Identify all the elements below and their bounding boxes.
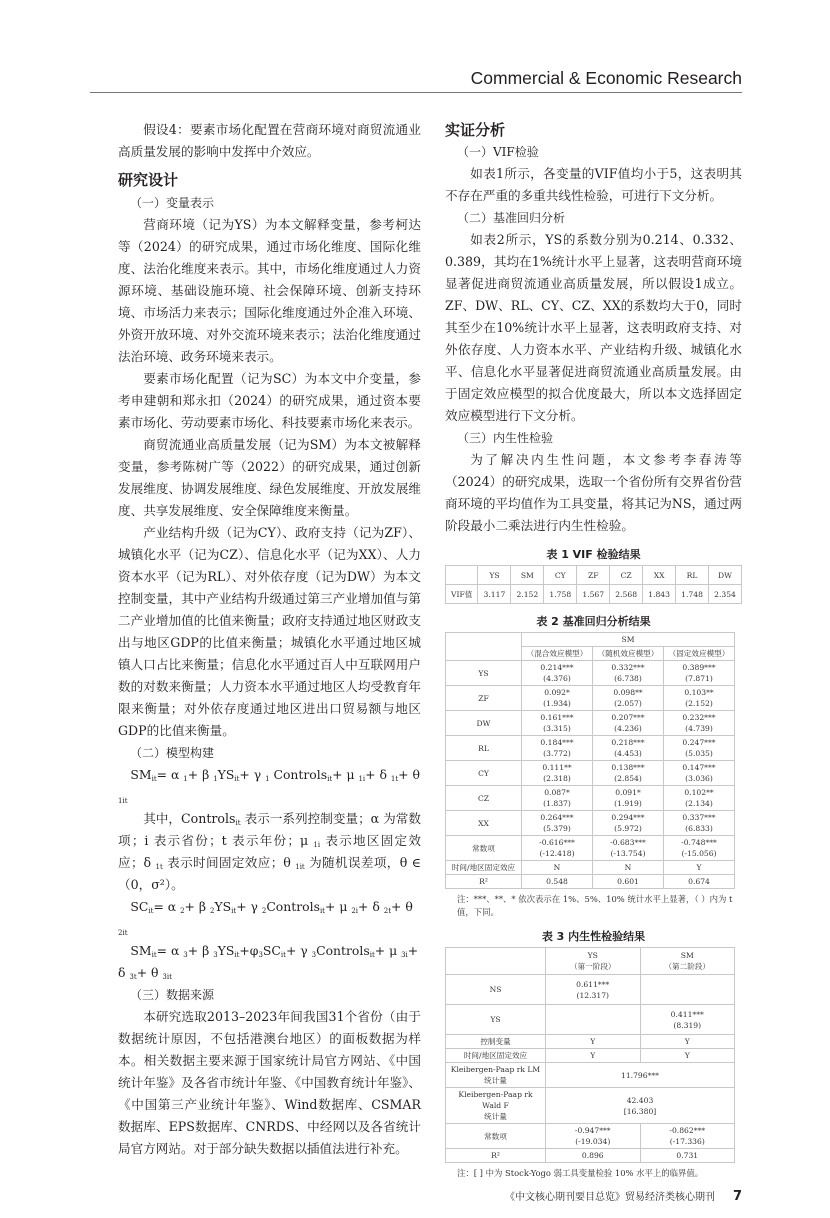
table-cell: 0.087* (1.837) [522,786,593,811]
table-cell: Y [546,1035,641,1049]
table-cell: 1.748 [676,585,709,604]
row-label: CZ [446,786,522,811]
row-label: YS [446,661,522,686]
table-cell: Y [664,861,735,875]
table-cell: 0.264*** (5.379) [522,811,593,836]
subheading-vif: （一）VIF检验 [457,145,539,159]
column-header: CY [544,566,577,585]
table-cell: 1.758 [544,585,577,604]
table-cell: 0.103** (2.152) [664,686,735,711]
table-cell: 0.294*** (5.972) [593,811,664,836]
table-cell: 11.796*** [546,1063,735,1088]
column-header: YS （第一阶段） [546,948,641,975]
paragraph-data: 本研究选取2013–2023年间我国31个省份（由于数据统计原因，不包括港澳台地区）的面板数据为样本。相关数据主要来源于国家统计局官方网站、《中国统计年鉴》及各省市统计年鉴、《中国教育统计年鉴》、《中国第三产业统计年鉴》、Wind数据库、CSMAR数据库、EPS数据库、CNRDS、中经网以及各省统计局官方网站。对于部分缺失数据以插值法进行补充。 [118,1009,421,1156]
table2-caption: 表 2 基准回归分析结果 [536,615,651,628]
table-baseline-regression [445,632,735,889]
table3-caption: 表 3 内生性检验结果 [541,930,646,943]
row-label: CY [446,761,522,786]
column-header: CZ [610,566,643,585]
table-endogeneity [445,947,735,1163]
table-cell: -0.748*** (-15.056) [664,836,735,861]
table-cell: 2.354 [709,585,742,604]
table-cell [446,633,522,661]
table-cell: 0.147*** (3.036) [664,761,735,786]
formula-1: $SM_{it}= \alpha$ $_1$+ β $_1YS_{it}+ \gamma$ $_1$ Controls$_{it}$+ μ $_{1i}$+ δ $_{1t}$+ θ $_{1it}$ [118,767,420,805]
table-cell: 42.403 [16.380] [546,1088,735,1124]
table-row [446,1088,735,1124]
table-cell: Y [546,1049,641,1063]
table-row [446,585,742,604]
row-label: 控制变量 [446,1035,546,1049]
header-divider [90,92,742,93]
column-header [446,566,478,585]
formula-2: $SC_{it}= \alpha$ $_2$+ β $_2YS_{it}+ \gamma$ $_2$Controls$_{it}$+ μ $_{2i}$+ δ $_{2t}$+ θ $_{2it}$ [118,899,413,937]
table-cell: 0.548 [522,875,593,889]
table-row [446,1035,735,1049]
row-label: Kleibergen-Paap rk Wald F 统计量 [446,1088,546,1124]
row-label: R² [446,875,522,889]
section-heading-empirical: 实证分析 [445,121,506,139]
table-cell: 0.389*** (7.871) [664,661,735,686]
table-cell: 0.674 [664,875,735,889]
table-cell: 0.601 [593,875,664,889]
table-cell: VIF值 [446,585,478,604]
row-label: 常数项 [446,1124,546,1149]
table-cell: -0.616*** (-12.418) [522,836,593,861]
table-cell: 0.138*** (2.854) [593,761,664,786]
table-cell [640,975,735,1005]
table-cell: 0.098** (2.057) [593,686,664,711]
table-cell: 0.161*** (3.315) [522,711,593,736]
table-cell: Y [640,1049,735,1063]
subheading-variables: （一）变量表示 [130,196,215,210]
table-cell: N [522,861,593,875]
paragraph-endogeneity: 为了解决内生性问题，本文参考李春涛等（2024）的研究成果，选取一个省份所有交界省份营商环境的平均值作为工具变量，将其记为NS，通过两阶段最小二乘法进行内生性检验。 [445,452,742,533]
row-label: XX [446,811,522,836]
paragraph-controls: 产业结构升级（记为CY）、政府支持（记为ZF）、城镇化水平（记为CZ）、信息化水平（记为XX）、人力资本水平（记为RL）、对外依存度（记为DW）为本文控制变量，其中产业结构升级通过第三产业增加值与第二产业增加值的比值来衡量；政府支持通过地区财政支出与地区GDP的比值来衡量；城镇化水平通过地区城镇人口占比来衡量；信息化水平通过百人中互联网用户数的对数来衡量；人力资本水平通过地区人均受教育年限来衡量；对外依存度通过地区进出口贸易额与地区GDP的比值来衡量。 [118,525,421,738]
table-cell: 0.218*** (4.453) [593,736,664,761]
subheading-model: （二）模型构建 [130,746,215,760]
section-heading-design: 研究设计 [118,171,179,189]
table-row [446,861,735,875]
table-row [446,661,735,686]
row-label: NS [446,975,546,1005]
table-header-row [446,633,735,647]
column-header: XX [643,566,676,585]
journal-header: Commercial & Economic Research [470,68,742,88]
column-header: YS [478,566,511,585]
model-header: （随机效应模型） [593,647,664,661]
table-cell: 1.567 [577,585,610,604]
table-cell: 0.092* (1.934) [522,686,593,711]
row-label: ZF [446,686,522,711]
row-label: 时间/地区固定效应 [446,1049,546,1063]
right-column [445,119,742,1180]
table-cell: 2.152 [511,585,544,604]
row-label: R² [446,1149,546,1163]
row-label: YS [446,1005,546,1035]
table-row [446,686,735,711]
table1-caption: 表 1 VIF 检验结果 [546,548,641,561]
table-cell: 2.568 [610,585,643,604]
page-number: 7 [732,1189,742,1204]
table-cell: 0.411*** (8.319) [640,1005,735,1035]
paragraph-where: 其中，Controls$_{it}$ 表示一系列控制变量；α 为常数项；i 表示省份；t 表示年份；μ $_{1i}$ 表示地区固定效应；δ $_{1t}$ 表示时间固定效应；θ $_{1it}$ 为随机误差项，θ ∈（0，σ²）。 [118,811,421,892]
table-row [446,711,735,736]
table-row [446,1149,735,1163]
table-cell [446,948,546,975]
table-cell: Y [640,1035,735,1049]
table-row [446,1005,735,1035]
formula-3: $SM_{it}= \alpha$ $_3$+ β $_3YS_{it}+\varphi_3SC_{it}+ \gamma$ $_3$Controls$_{it}$+ μ $_{3i}$+ δ $_{3t}$+ θ $_{3it}$ [118,943,419,981]
column-header: SM （第二阶段） [640,948,735,975]
table-cell: 0.247*** (5.035) [664,736,735,761]
column-header: RL [676,566,709,585]
table-row [446,875,735,889]
dependent-variable-header: SM [522,633,735,647]
paragraph-ys: 营商环境（记为YS）为本文解释变量，参考柯达等（2024）的研究成果，通过市场化维度、国际化维度、法治化维度来表示。其中，市场化维度通过人力资源环境、基础设施环境、社会保障环境、创新支持环境、市场活力来表示；国际化维度通过外企准入环境、外资开放环境、对外交流环境来表示；法治化维度通过法治环境、政务环境来表示。 [118,217,421,364]
table-cell: 0.611*** (12.317) [546,975,641,1005]
paragraph-sc: 要素市场化配置（记为SC）为本文中介变量，参考申建朝和郑永扣（2024）的研究成果，通过资本要素市场化、劳动要素市场化、科技要素市场化来表示。 [118,371,421,430]
table-cell: 0.111** (2.318) [522,761,593,786]
row-label: Kleibergen-Paap rk LM 统计量 [446,1063,546,1088]
column-header: SM [511,566,544,585]
table-cell: 0.337*** (6.833) [664,811,735,836]
row-label: RL [446,736,522,761]
column-header: ZF [577,566,610,585]
model-header: （混合效应模型） [522,647,593,661]
column-header: DW [709,566,742,585]
footer [480,1188,742,1204]
table-cell: 0.207*** (4.236) [593,711,664,736]
table-cell: 0.332*** (6.738) [593,661,664,686]
table-cell: N [593,861,664,875]
table-cell: 0.091* (1.919) [593,786,664,811]
table-cell: -0.862*** (-17.336) [640,1124,735,1149]
subheading-endogeneity: （三）内生性检验 [457,431,554,445]
table-cell [546,1005,641,1035]
model-header: （固定效应模型） [664,647,735,661]
table-cell: 0.731 [640,1149,735,1163]
table-row [446,1063,735,1088]
subheading-baseline: （二）基准回归分析 [457,211,566,225]
table-row [446,975,735,1005]
table-cell: 3.117 [478,585,511,604]
subheading-data: （三）数据来源 [130,988,215,1002]
table2-note: 注：***、**、* 依次表示在 1%、5%、10% 统计水平上显著，（ ）内为 t 值，下同。 [457,894,733,917]
table-row [446,761,735,786]
table-row [446,736,735,761]
paragraph-baseline: 如表2所示，YS的系数分别为0.214、0.332、0.389，其均在1%统计水平上显著，这表明营商环境显著促进商贸流通业高质量发展，所以假设1成立。ZF、DW、RL、CY、CZ、XX的系数均大于0，同时其至少在10%统计水平上显著，这表明政府支持、对外依存度、人力资本水平、产业结构升级、城镇化水平、信息化水平显著促进商贸流通业高质量发展。由于固定效应模型的拟合优度最大，所以本文选择固定效应模型进行下文分析。 [445,232,742,423]
hypothesis-4: 假设4：要素市场化配置在营商环境对商贸流通业高质量发展的影响中发挥中介效应。 [118,122,421,159]
row-label: DW [446,711,522,736]
table-cell: 0.184*** (3.772) [522,736,593,761]
table-header-row [446,566,742,585]
table-row [446,811,735,836]
paragraph-vif: 如表1所示，各变量的VIF值均小于5，这表明其不存在严重的多重共线性检验，可进行下文分析。 [445,166,742,203]
row-label: 常数项 [446,836,522,861]
table-cell: 0.102** (2.134) [664,786,735,811]
table-row [446,836,735,861]
table-cell: 0.896 [546,1149,641,1163]
paragraph-sm: 商贸流通业高质量发展（记为SM）为本文被解释变量，参考陈树广等（2022）的研究成果，通过创新发展维度、协调发展维度、绿色发展维度、开放发展维度、共享发展维度、安全保障维度来衡量。 [118,437,421,518]
table-row [446,1049,735,1063]
table-cell: 1.843 [643,585,676,604]
row-label: 时间/地区固定效应 [446,861,522,875]
table-cell: 0.232*** (4.739) [664,711,735,736]
table-row [446,1124,735,1149]
footer-text: 《中文核心期刊要目总览》贸易经济类核心期刊 [504,1192,715,1203]
table-row [446,786,735,811]
table-cell: -0.683*** (-13.754) [593,836,664,861]
table-header-row [446,948,735,975]
table-cell: -0.947*** (-19.034) [546,1124,641,1149]
table-vif [445,565,742,604]
left-column [118,119,421,1160]
table-cell: 0.214*** (4.376) [522,661,593,686]
table3-note: 注：[ ] 中为 Stock-Yogo 弱工具变量检验 10% 水平上的临界值。 [457,1168,704,1178]
